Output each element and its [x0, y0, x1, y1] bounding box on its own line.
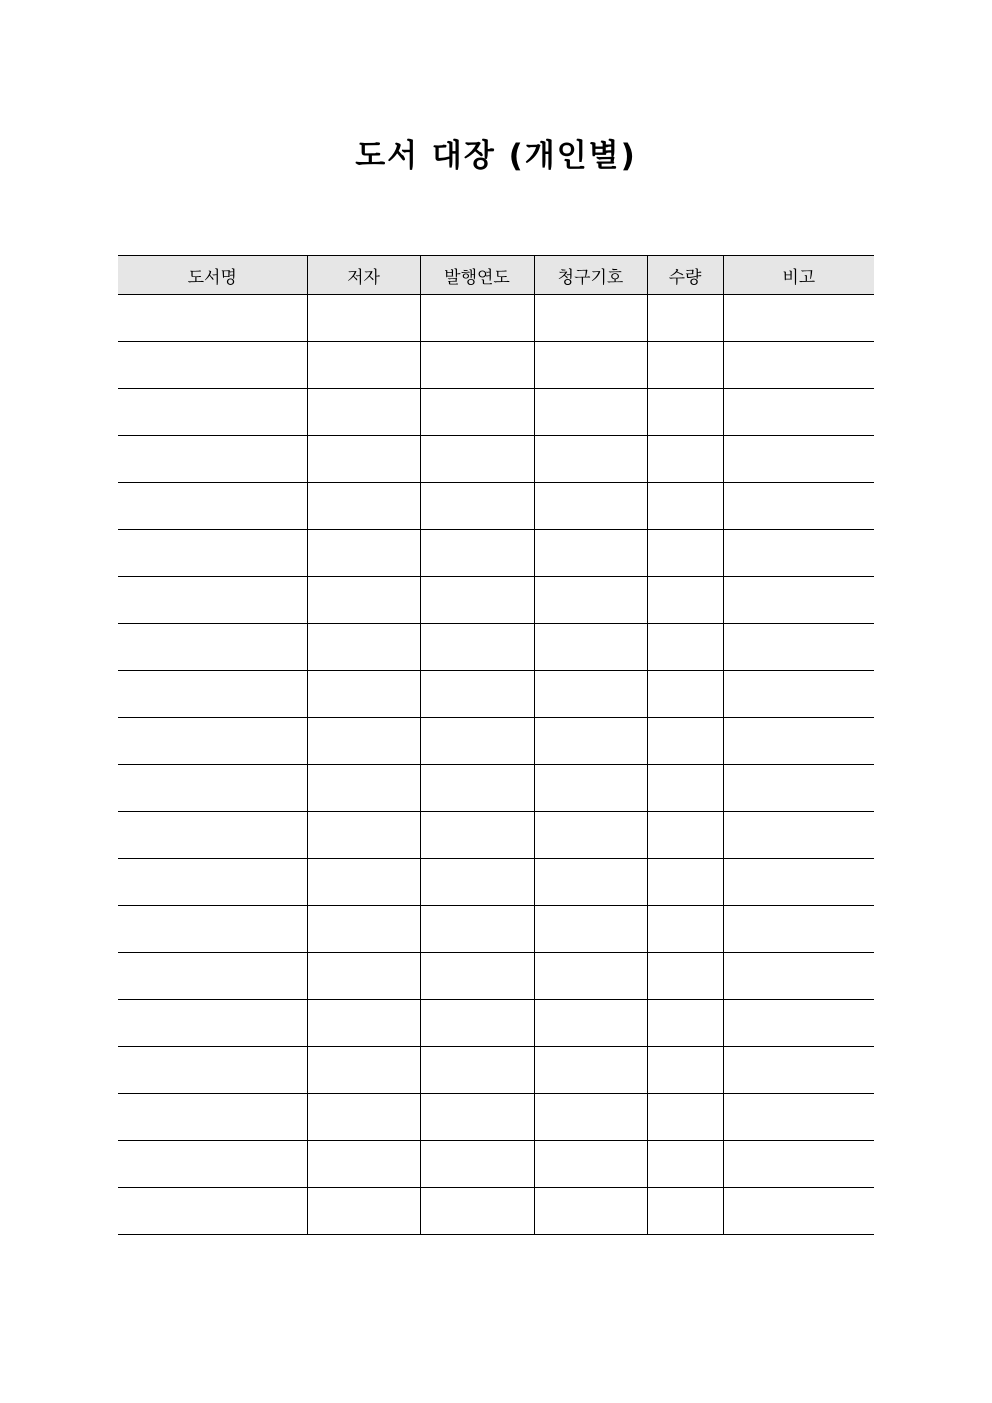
call-number-cell[interactable]	[534, 906, 647, 953]
book-ledger-table	[118, 255, 874, 1235]
remarks-cell[interactable]	[723, 483, 874, 530]
title-cell[interactable]	[118, 483, 307, 530]
publication-year-cell[interactable]	[420, 906, 534, 953]
quantity-cell[interactable]	[647, 1188, 723, 1235]
call-number-cell[interactable]	[534, 530, 647, 577]
quantity-cell[interactable]	[647, 577, 723, 624]
quantity-cell[interactable]	[647, 671, 723, 718]
table-row	[118, 483, 874, 530]
call-number-cell[interactable]	[534, 1141, 647, 1188]
publication-year-cell[interactable]	[420, 389, 534, 436]
author-cell[interactable]	[307, 389, 420, 436]
title-cell[interactable]	[118, 530, 307, 577]
title-cell[interactable]	[118, 1188, 307, 1235]
title-cell[interactable]	[118, 436, 307, 483]
author-cell[interactable]	[307, 1188, 420, 1235]
title-cell[interactable]	[118, 671, 307, 718]
remarks-cell[interactable]	[723, 436, 874, 483]
author-cell[interactable]	[307, 624, 420, 671]
call-number-cell[interactable]	[534, 295, 647, 342]
column-header-quantity: 수량	[647, 256, 723, 295]
remarks-cell[interactable]	[723, 1047, 874, 1094]
table-row	[118, 671, 874, 718]
table-row	[118, 765, 874, 812]
publication-year-cell[interactable]	[420, 671, 534, 718]
quantity-cell[interactable]	[647, 765, 723, 812]
title-cell[interactable]	[118, 718, 307, 765]
publication-year-cell[interactable]	[420, 1047, 534, 1094]
publication-year-cell[interactable]	[420, 812, 534, 859]
title-cell[interactable]	[118, 906, 307, 953]
title-cell[interactable]	[118, 953, 307, 1000]
quantity-cell[interactable]	[647, 1047, 723, 1094]
table-row	[118, 436, 874, 483]
table-header	[118, 256, 874, 295]
remarks-cell[interactable]	[723, 859, 874, 906]
remarks-cell[interactable]	[723, 577, 874, 624]
call-number-cell[interactable]	[534, 1000, 647, 1047]
page-title: 도서 대장 (개인별)	[355, 138, 637, 174]
publication-year-cell[interactable]	[420, 1094, 534, 1141]
table-row	[118, 718, 874, 765]
table-row	[118, 389, 874, 436]
table-row	[118, 1141, 874, 1188]
author-cell[interactable]	[307, 906, 420, 953]
table-body	[118, 295, 874, 1235]
title-cell[interactable]	[118, 295, 307, 342]
quantity-cell[interactable]	[647, 483, 723, 530]
column-header-title: 도서명	[118, 256, 307, 295]
call-number-cell[interactable]	[534, 718, 647, 765]
author-cell[interactable]	[307, 577, 420, 624]
quantity-cell[interactable]	[647, 812, 723, 859]
quantity-cell[interactable]	[647, 906, 723, 953]
author-cell[interactable]	[307, 953, 420, 1000]
table-row	[118, 577, 874, 624]
author-cell[interactable]	[307, 1000, 420, 1047]
header-row	[118, 256, 874, 295]
table-row	[118, 859, 874, 906]
call-number-cell[interactable]	[534, 859, 647, 906]
author-cell[interactable]	[307, 483, 420, 530]
remarks-cell[interactable]	[723, 389, 874, 436]
author-cell[interactable]	[307, 765, 420, 812]
author-cell[interactable]	[307, 436, 420, 483]
call-number-cell[interactable]	[534, 1094, 647, 1141]
quantity-cell[interactable]	[647, 530, 723, 577]
author-cell[interactable]	[307, 1141, 420, 1188]
publication-year-cell[interactable]	[420, 577, 534, 624]
table-row	[118, 812, 874, 859]
author-cell[interactable]	[307, 671, 420, 718]
remarks-cell[interactable]	[723, 1188, 874, 1235]
title-cell[interactable]	[118, 859, 307, 906]
remarks-cell[interactable]	[723, 1141, 874, 1188]
author-cell[interactable]	[307, 1047, 420, 1094]
publication-year-cell[interactable]	[420, 765, 534, 812]
call-number-cell[interactable]	[534, 483, 647, 530]
quantity-cell[interactable]	[647, 342, 723, 389]
author-cell[interactable]	[307, 718, 420, 765]
call-number-cell[interactable]	[534, 1047, 647, 1094]
call-number-cell[interactable]	[534, 812, 647, 859]
remarks-cell[interactable]	[723, 295, 874, 342]
remarks-cell[interactable]	[723, 812, 874, 859]
quantity-cell[interactable]	[647, 624, 723, 671]
author-cell[interactable]	[307, 342, 420, 389]
author-cell[interactable]	[307, 812, 420, 859]
author-cell[interactable]	[307, 859, 420, 906]
remarks-cell[interactable]	[723, 1094, 874, 1141]
title-cell[interactable]	[118, 1094, 307, 1141]
table-row	[118, 1000, 874, 1047]
title-cell[interactable]	[118, 389, 307, 436]
publication-year-cell[interactable]	[420, 624, 534, 671]
remarks-cell[interactable]	[723, 953, 874, 1000]
title-cell[interactable]	[118, 1047, 307, 1094]
title-cell[interactable]	[118, 812, 307, 859]
table-row	[118, 953, 874, 1000]
title-cell[interactable]	[118, 342, 307, 389]
quantity-cell[interactable]	[647, 718, 723, 765]
remarks-cell[interactable]	[723, 718, 874, 765]
remarks-cell[interactable]	[723, 906, 874, 953]
publication-year-cell[interactable]	[420, 295, 534, 342]
quantity-cell[interactable]	[647, 1000, 723, 1047]
column-header-publication-year: 발행연도	[420, 256, 534, 295]
table-row	[118, 342, 874, 389]
table-row	[118, 530, 874, 577]
quantity-cell[interactable]	[647, 295, 723, 342]
column-header-call-number: 청구기호	[534, 256, 647, 295]
table-row	[118, 1047, 874, 1094]
publication-year-cell[interactable]	[420, 859, 534, 906]
author-cell[interactable]	[307, 530, 420, 577]
remarks-cell[interactable]	[723, 624, 874, 671]
quantity-cell[interactable]	[647, 1094, 723, 1141]
call-number-cell[interactable]	[534, 389, 647, 436]
quantity-cell[interactable]	[647, 389, 723, 436]
table-row	[118, 624, 874, 671]
call-number-cell[interactable]	[534, 765, 647, 812]
publication-year-cell[interactable]	[420, 1188, 534, 1235]
call-number-cell[interactable]	[534, 1188, 647, 1235]
table-row	[118, 295, 874, 342]
remarks-cell[interactable]	[723, 1000, 874, 1047]
call-number-cell[interactable]	[534, 624, 647, 671]
remarks-cell[interactable]	[723, 342, 874, 389]
quantity-cell[interactable]	[647, 1141, 723, 1188]
title-cell[interactable]	[118, 624, 307, 671]
table-row	[118, 906, 874, 953]
title-cell[interactable]	[118, 577, 307, 624]
publication-year-cell[interactable]	[420, 483, 534, 530]
publication-year-cell[interactable]	[420, 1141, 534, 1188]
publication-year-cell[interactable]	[420, 953, 534, 1000]
call-number-cell[interactable]	[534, 953, 647, 1000]
author-cell[interactable]	[307, 1094, 420, 1141]
title-cell[interactable]	[118, 1141, 307, 1188]
table-row	[118, 1188, 874, 1235]
publication-year-cell[interactable]	[420, 530, 534, 577]
call-number-cell[interactable]	[534, 577, 647, 624]
author-cell[interactable]	[307, 295, 420, 342]
column-header-remarks: 비고	[723, 256, 874, 295]
remarks-cell[interactable]	[723, 530, 874, 577]
publication-year-cell[interactable]	[420, 436, 534, 483]
publication-year-cell[interactable]	[420, 1000, 534, 1047]
quantity-cell[interactable]	[647, 953, 723, 1000]
table-row	[118, 1094, 874, 1141]
remarks-cell[interactable]	[723, 671, 874, 718]
publication-year-cell[interactable]	[420, 342, 534, 389]
title-cell[interactable]	[118, 765, 307, 812]
remarks-cell[interactable]	[723, 765, 874, 812]
call-number-cell[interactable]	[534, 436, 647, 483]
publication-year-cell[interactable]	[420, 718, 534, 765]
quantity-cell[interactable]	[647, 436, 723, 483]
call-number-cell[interactable]	[534, 671, 647, 718]
quantity-cell[interactable]	[647, 859, 723, 906]
column-header-author: 저자	[307, 256, 420, 295]
call-number-cell[interactable]	[534, 342, 647, 389]
title-cell[interactable]	[118, 1000, 307, 1047]
